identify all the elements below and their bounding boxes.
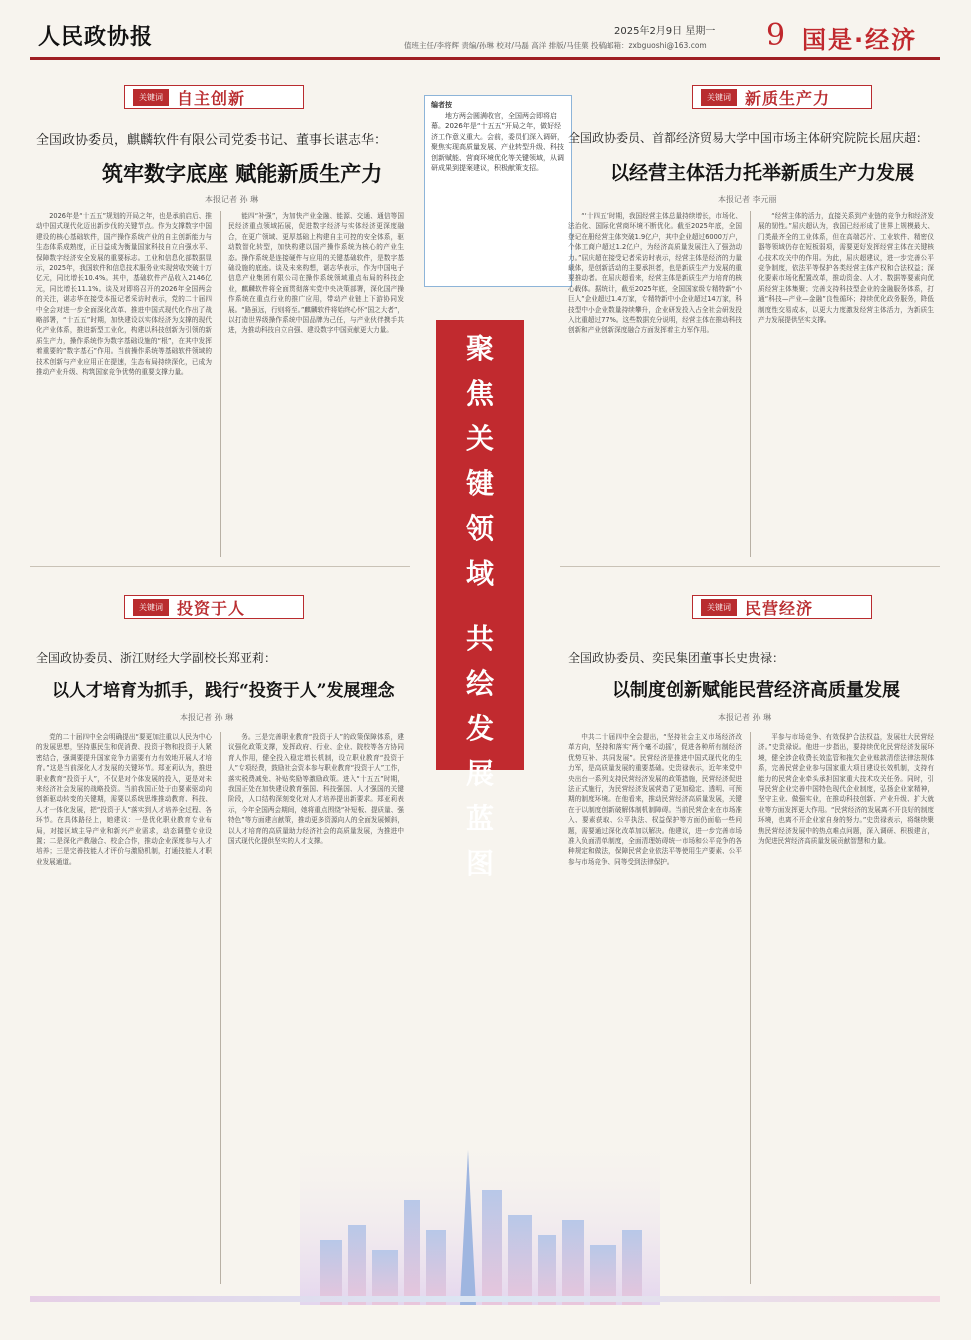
slogan-char: 共 <box>465 622 494 655</box>
article3-byline: 本报记者 孙 琳 <box>180 713 234 722</box>
slogan-char: 领 <box>465 512 494 545</box>
column-rule <box>220 732 221 1284</box>
slogan-char: 蓝 <box>465 802 494 835</box>
divider <box>560 566 940 567</box>
article2-byline: 本报记者 李元丽 <box>718 195 777 204</box>
slogan-char: 键 <box>465 467 494 500</box>
tag-minying-jingji <box>692 593 872 621</box>
tag-label: 关键词 <box>701 89 737 106</box>
tag-text: 新质生产力 <box>745 88 831 108</box>
footer-band <box>30 1296 940 1302</box>
column-rule <box>750 211 751 557</box>
tag-touzi-yuren <box>124 593 304 621</box>
slogan-char: 发 <box>465 712 494 745</box>
article2-column-2: “经营主体的活力，直接关系到产业链的竞争力和经济发展的韧性。”屈庆超认为，我国已经形成了世界上规模最大、门类最齐全的工业体系，但在高端芯片、工业软件、精密仪器等领域仍存在短板弱项，需要更好发挥经营主体在关键核心技术攻关中的作用。为此，屈庆超建议，进一步完善公平竞争制度，依法平等保护各类经营主体产权和合法权益；深化要素市场化配置改革，推动资金、人才、数据等要素向优质经营主体集聚；完善支持科技型企业的金融服务体系，打通“科技—产业—金融”良性循环；持续优化政务服务，降低制度性交易成本，以更大力度激发经营主体活力，为新质生产力发展提供坚实支撑。 <box>758 212 934 325</box>
article3-column-2: 务。三是完善职业教育“投资于人”的政策保障体系，建议强化政策支撑，发挥政府、行业、企业、院校等各方协同育人作用，健全投入稳定增长机制，设立职业教育“投资于人”专项经费，鼓励社会资本参与职业教育“投资于人”工作，落实税费减免、补贴奖励等激励政策。进入“十五五”时期，我国正处在加快建设教育强国、科技强国、人才强国的关键阶段，人口结构深刻变化对人才培养提出新要求。郑亚莉表示，今年全国两会期间，她将重点围绕“补短板、提质量、强特色”等方面建言献策，推动更多资源向人的全面发展倾斜，以人才培育的高质量助力经济社会的高质量发展，为推进中国式现代化提供坚实的人才支撑。 <box>228 733 404 846</box>
slogan-char: 聚 <box>465 332 494 365</box>
slogan-char: 域 <box>465 557 494 590</box>
slogan-char: 展 <box>465 757 494 790</box>
tag-label: 关键词 <box>701 599 737 616</box>
article2-headline: 以经营主体活力托举新质生产力发展 <box>610 162 915 184</box>
editor-note <box>424 95 572 287</box>
column-rule <box>220 211 221 557</box>
slogan-char: 关 <box>465 422 494 455</box>
article3-subhead: 全国政协委员、浙江财经大学副校长郑亚莉： <box>36 651 277 665</box>
article1-subhead: 全国政协委员，麒麟软件有限公司党委书记、董事长谌志华： <box>36 133 388 148</box>
article1-column-1: 2026年是“十五五”规划的开局之年，也是承前启后、推动中国式现代化迈出新步伐的关键节点。作为支撑数字中国建设的核心基础软件，国产操作系统产业的自主创新能力与生态体系成熟度，正日益成为衡量国家科技自立自强水平、保障数字经济安全发展的重要标志。工业和信息化部数据显示，2025年，我国软件和信息技术服务业实现营收突破十万亿元，同比增长10.4%。其中，基础软件产品收入2146亿元，同比增长11.1%。谈及对即将召开的2026年全国两会的关注，谌志华在接受本报记者采访时表示，党的二十届四中全会对进一步全面深化改革、推进中国式现代化作出了战略部署，“十五五”时期，加快建设以实体经济为支撑的现代化产业体系，推进新型工业化，构建以科技创新为引领的新质生产力，操作系统作为数字基础设施的“根”，在其中发挥着重要的“数字基石”作用。当前操作系统等基础软件领域的技术创新与产业应用正在提速，生态布局持续深化，已成为推动产业升级、构筑国家竞争优势的重要支撑力量。 <box>36 212 212 377</box>
masthead <box>0 0 971 60</box>
tag-xinzhi-shengchanli <box>692 83 872 111</box>
section-title: 国是·经济 <box>802 26 918 54</box>
article1-headline: 筑牢数字底座 赋能新质生产力 <box>102 161 383 186</box>
tag-zizhu-chuangxin <box>124 83 304 111</box>
article3-column-1: 党的二十届四中全会明确提出“要更加注重以人民为中心的发展思想，坚持惠民生和促消费、投资于物和投资于人紧密结合，强调要提升国家竞争力需要有力有效地开展人才培育。”这是当前深化人才发展的关键环节。郑亚莉认为，推进职业教育“投资于人”，不仅是对个体发展的投入，更是对未来经济社会发展的战略投资。当前我国正处于由要素驱动向创新驱动转变的关键期，需要以系统思维推动教育、科技、人才一体化发展，把“投资于人”落实到人才培养全过程、各环节。在具体路径上，她建议：一是优化职业教育专业布局，对接区域主导产业和新兴产业需求，动态调整专业设置；二是深化产教融合、校企合作，推动企业深度参与人才培养；三是完善技能人才评价与激励机制，打通技能人才职业发展通道。 <box>36 733 212 866</box>
tag-text: 投资于人 <box>177 598 246 618</box>
column-rule <box>750 732 751 1284</box>
article1-byline: 本报记者 孙 琳 <box>205 195 259 204</box>
article2-subhead: 全国政协委员、首都经济贸易大学中国市场主体研究院院长屈庆超： <box>568 131 929 145</box>
newspaper-logo: 人民政协报 <box>38 24 154 50</box>
slogan-char: 图 <box>465 847 494 880</box>
article2-column-1: “‘十四五’时期，我国经营主体总量持续增长，市场化、法治化、国际化营商环境不断优化。截至2025年底，全国登记在册经营主体突破1.9亿户，其中企业超过6000万户，个体工商户超过1.2亿户，为经济高质量发展注入了强劲动力。”屈庆超在接受记者采访时表示，经营主体是经济的力量载体，是创新活动的主要承担者，也是新质生产力发展的重要推动者。在屈庆超看来，经营主体是新质生产力培育的核心载体。据统计，截至2025年底，全国国家级专精特新“小巨人”企业超过1.4万家，专精特新中小企业超过14万家，科技型中小企业数量持续攀升，企业研发投入占全社会研发投入比重超过77%。这些数据充分说明，经营主体在推动科技创新和产业创新深度融合方面发挥着主力军作用。 <box>568 212 742 335</box>
article4-headline: 以制度创新赋能民营经济高质量发展 <box>612 680 900 701</box>
editor-note-label: 编者按 <box>431 101 452 109</box>
article4-column-2: 平参与市场竞争、有效保护合法权益，发展壮大民营经济。”史贵禄说。他进一步指出，要持续优化民营经济发展环境，健全涉企收费长效监管和拖欠企业账款清偿法律法规体系，完善民营企业参与国家重大项目建设长效机制，支持有能力的民营企业牵头承担国家重大技术攻关任务。同时，引导民营企业完善中国特色现代企业制度，弘扬企业家精神，坚守主业、做强实业，在推动科技创新、产业升级、扩大就业等方面发挥更大作用。“民营经济的发展离不开良好的制度环境，也离不开企业家自身的努力。”史贵禄表示，将继续聚焦民营经济发展中的热点难点问题，深入调研、积极建言，为促进民营经济高质量发展贡献智慧和力量。 <box>758 733 934 846</box>
editor-credits: 值班主任/李将辉 责编/孙琳 校对/马磊 高洋 排版/马佳菓 投稿邮箱：zxbguoshi@163.com <box>404 41 707 50</box>
issue-date: 2025年2月9日 星期一 <box>614 26 716 37</box>
center-slogan <box>436 320 524 880</box>
tag-text: 民营经济 <box>745 598 814 618</box>
article3-headline: 以人才培育为抓手，践行“投资于人”发展理念 <box>52 681 395 701</box>
tag-label: 关键词 <box>133 599 169 616</box>
article4-subhead: 全国政协委员、奕民集团董事长史贵禄： <box>568 651 785 665</box>
article4-byline: 本报记者 孙 琳 <box>718 713 772 722</box>
slogan-spacer <box>436 596 524 616</box>
tag-text: 自主创新 <box>177 88 246 108</box>
slogan-char: 绘 <box>465 667 494 700</box>
tag-label: 关键词 <box>133 89 169 106</box>
page-number: 9 <box>766 18 786 53</box>
slogan-char: 焦 <box>465 377 494 410</box>
editor-note-text: 地方两会圆满收官，全国两会即将启幕。2026年是“十五五”开局之年，做好经济工作意义重大。会前，委员们深入调研，聚焦实现高质量发展、产业转型升级、科技创新赋能、营商环境优化等关键领域，从调研成果到提案建议，积极献策支招。 <box>431 111 564 172</box>
article1-column-2: 能四“补强”，为加快产业金融、能源、交通、通信等国民经济重点领域拓展，促进数字经济与实体经济更深度融合，在更广领域、更厚基础上构建自主可控的安全体系，驱动数智化转型，加快构建以国产操作系统为核心的产业生态。操作系统是连接硬件与应用的关键基础软件，是数字基础设施的底座。谈及未来构想，谌志华表示，作为中国电子信息产业集团有限公司在操作系统领域重点布局的科技企业，麒麟软件将全面贯彻落实党中央决策部署，深化国产操作系统在重点行业的推广应用，带动产业链上下游协同发展。“路虽远，行则将至。”麒麟软件将始终心怀“国之大者”，以打造世界级操作系统中国品牌为己任，与产业伙伴携手共进，为推动科技自立自强、建设数字中国贡献更大力量。 <box>228 212 404 335</box>
city-skyline-illustration <box>300 1130 660 1305</box>
divider <box>30 566 410 567</box>
masthead-rule <box>30 57 940 60</box>
article4-column-1: 中共二十届四中全会提出，“坚持社会主义市场经济改革方向，坚持和落实‘两个毫不动摇’，促进各种所有制经济优势互补、共同发展”。民营经济是推进中国式现代化的生力军，是高质量发展的重要基础。史贵禄表示，近年来党中央出台一系列支持民营经济发展的政策措施，民营经济促进法正式施行，为民营经济发展营造了更加稳定、透明、可预期的制度环境。在他看来，推动民营经济高质量发展，关键在于以制度创新破解体制机制障碍。当前民营企业在市场准入、要素获取、公平执法、权益保护等方面仍面临一些问题，需要通过深化改革加以解决。他建议，进一步完善市场准入负面清单制度，全面清理妨碍统一市场和公平竞争的各种规定和做法，保障民营企业依法平等使用生产要素、公平参与市场竞争、同等受到法律保护。 <box>568 733 742 866</box>
